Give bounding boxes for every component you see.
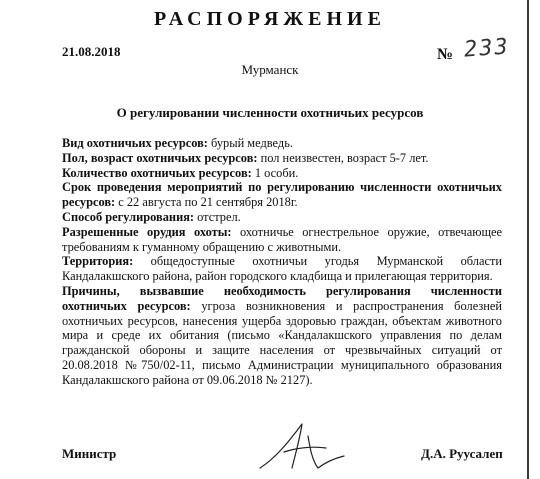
document-date: 21.08.2018 (62, 44, 121, 59)
field-label: Разрешенные орудия охоты: (62, 224, 232, 239)
field-species (62, 136, 502, 151)
field-quantity (62, 166, 502, 181)
field-label: Количество охотничьих ресурсов: (62, 165, 252, 180)
field-period (62, 180, 502, 210)
document-body (62, 136, 502, 388)
field-sex-age (62, 151, 502, 166)
field-label: Причины, вызвавшие необходимость регулирования численности охотничьих ресурсов: (62, 283, 502, 313)
field-method (62, 210, 502, 225)
document-city: Мурманск (241, 62, 299, 77)
field-territory (62, 254, 502, 284)
field-value: охотничье огнестрельное оружие, отвечающее требованиям к гуманному обращению с животными. (62, 224, 503, 254)
document-number-handwritten: 233 (463, 34, 511, 63)
field-value: общедоступные охотничьи угодья Мурманской области Кандалакшского района, район городского кладбища и прилегающая территория. (62, 254, 502, 284)
signer-name: Д.А. Руусалеп (421, 446, 503, 461)
field-value: угроза возникновения и распространения болезней охотничьих ресурсов, нанесения ущерба здоровью граждан, объектам животного мира и среде их обитания (письмо «Кандалакшского управления по делам гражданской обороны и защите населения от чрезвычайных ситуаций от 20.08.2018 №750/02-11, письмо Администрации муниципального образования Кандалакшского района от 09.06.2018 № 2127). (62, 298, 502, 387)
signer-position: Министр (62, 446, 117, 461)
document-title: РАСПОРЯЖЕНИЕ (154, 8, 386, 30)
field-value: бурый медведь. (207, 136, 293, 150)
field-value: пол неизвестен, возраст 5-7 лет. (257, 150, 429, 165)
field-reasons (62, 284, 502, 388)
field-label: Территория: (62, 254, 134, 269)
field-value: 1 особи. (251, 165, 299, 180)
document-subject: О регулировании численности охотничьих ресурсов (116, 105, 424, 120)
field-value: отстрел. (194, 209, 241, 224)
field-label: Срок проведения мероприятий по регулированию численности охотничьих ресурсов: (62, 180, 502, 210)
field-label: Пол, возраст охотничьих ресурсов: (62, 150, 258, 165)
document-number-label: № (437, 46, 454, 63)
field-weapons (62, 225, 502, 255)
field-label: Способ регулирования: (62, 209, 195, 224)
scan-edge-line (527, 0, 529, 479)
handwritten-signature (256, 418, 346, 473)
field-label: Вид охотничьих ресурсов: (62, 136, 208, 150)
field-value: с 22 августа по 21 сентября 2018г. (115, 195, 298, 210)
